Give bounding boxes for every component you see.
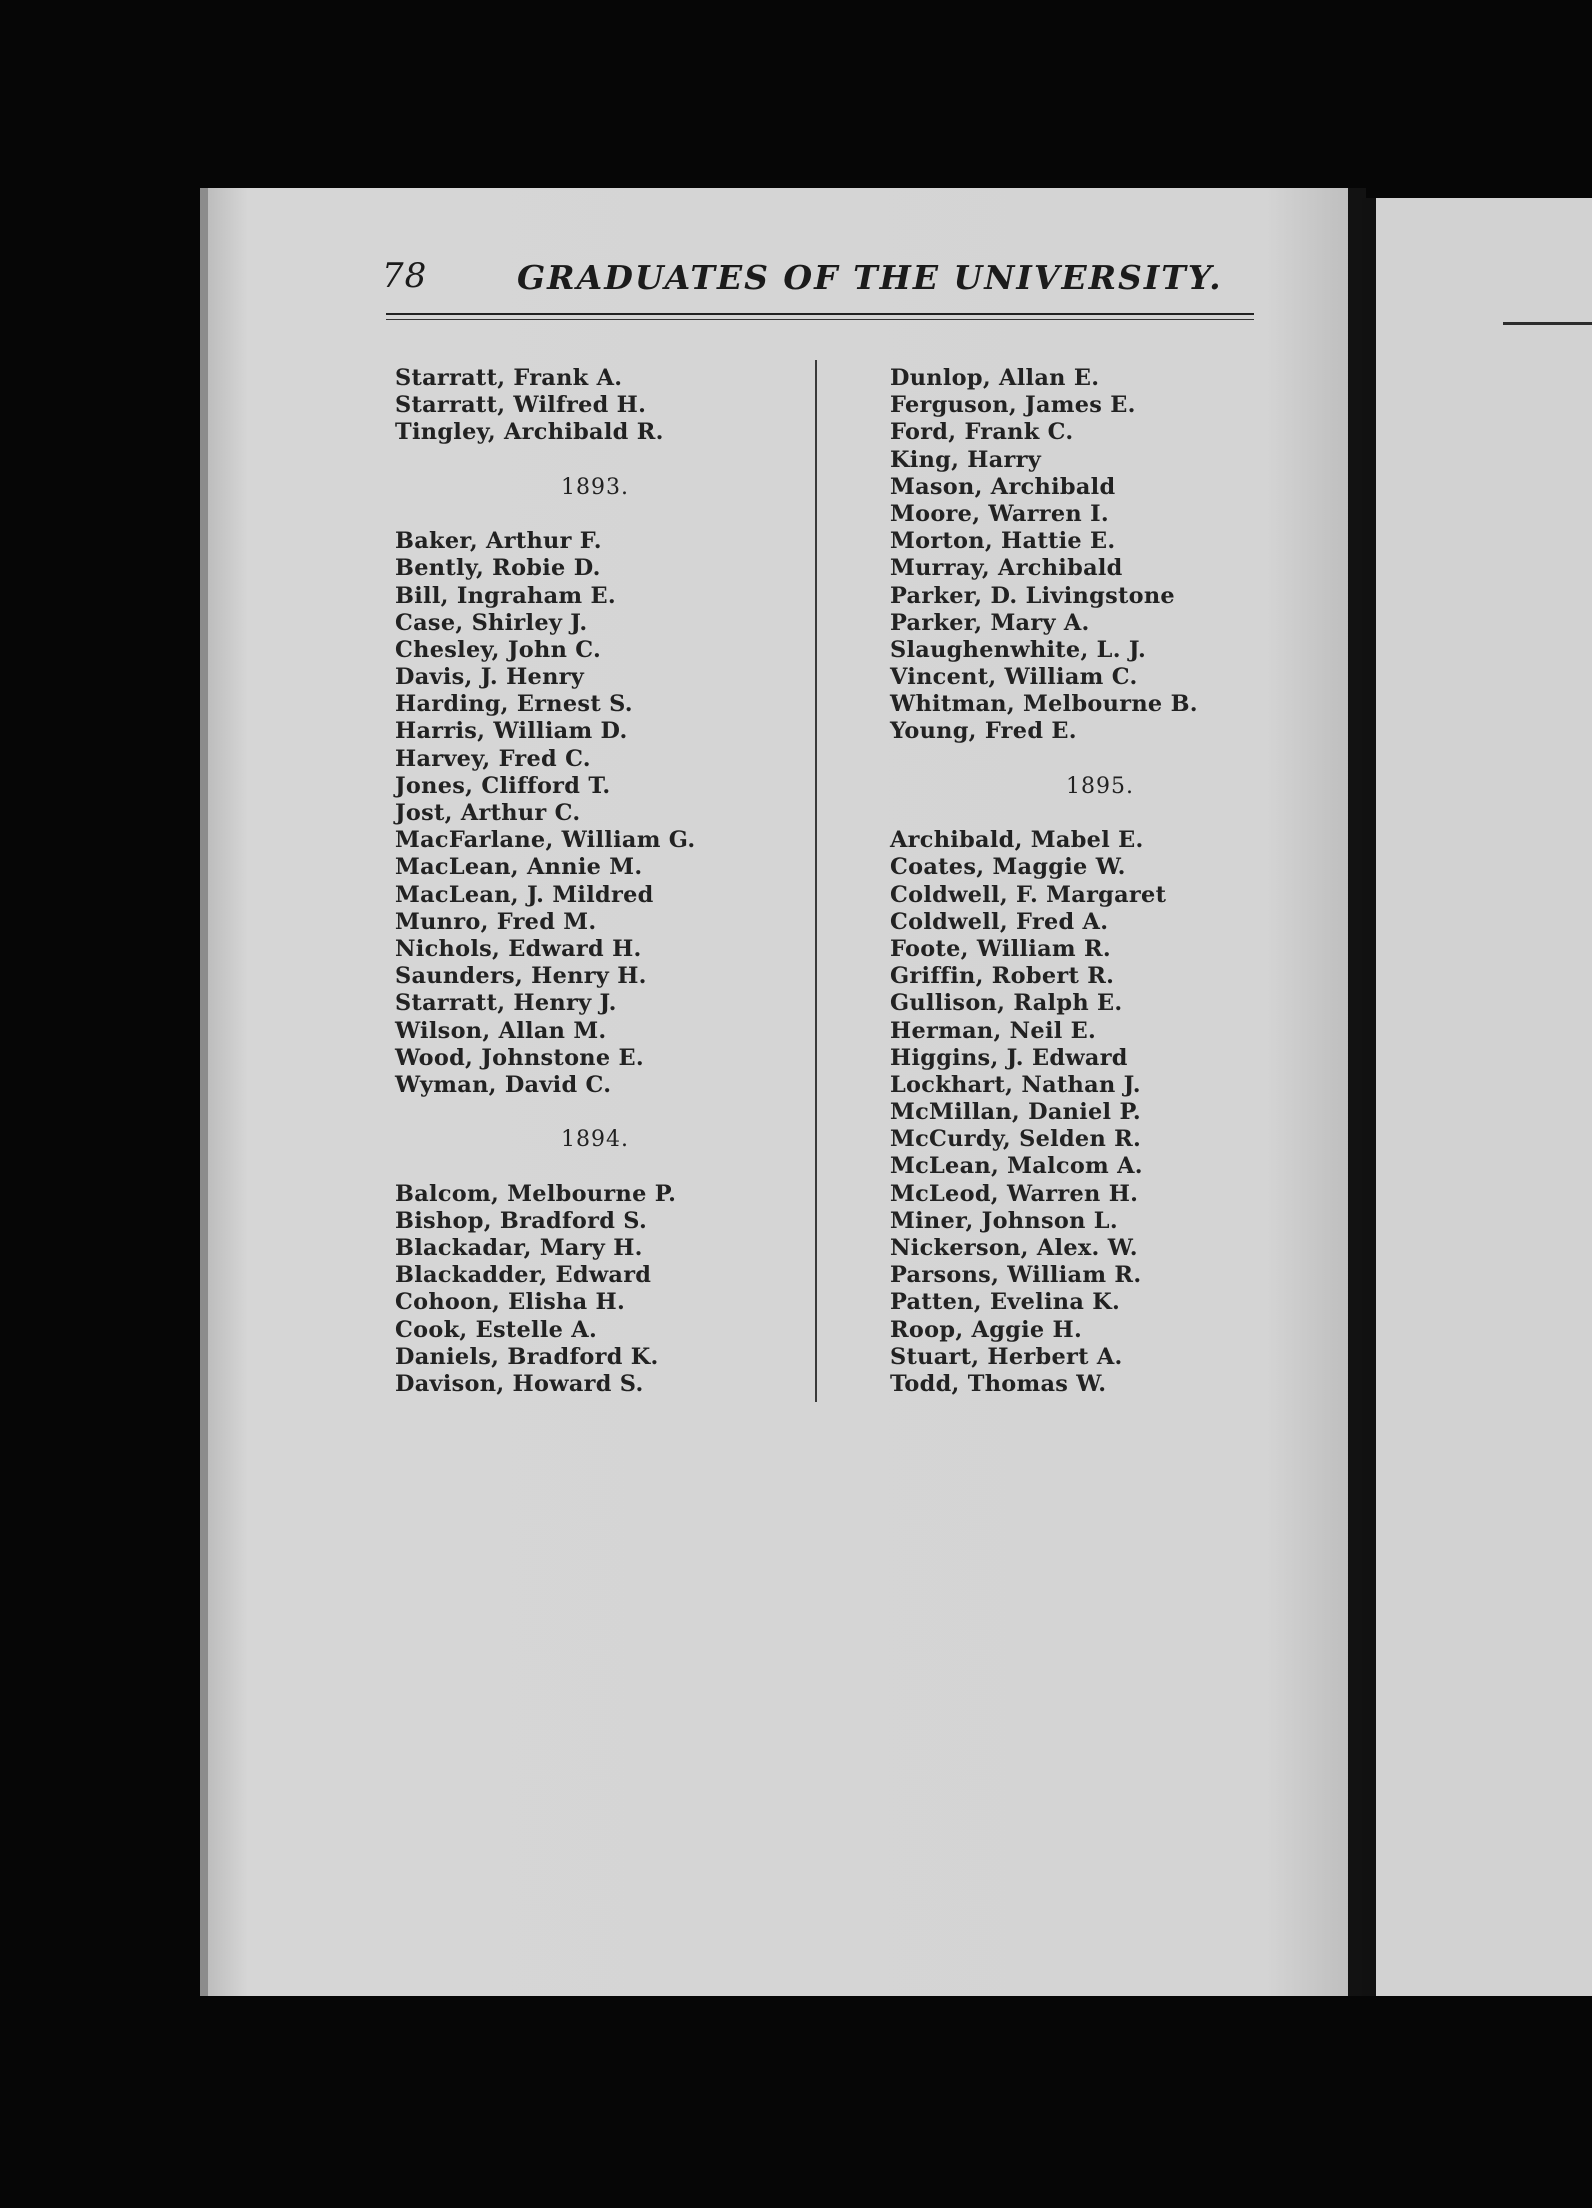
graduate-name: Baker, Arthur F. — [395, 528, 602, 555]
graduate-name: McMillan, Daniel P. — [890, 1099, 1141, 1126]
graduate-name: Whitman, Melbourne B. — [890, 691, 1198, 718]
middle-name-column — [890, 365, 1310, 1398]
graduate-name: Wood, Johnstone E. — [395, 1044, 644, 1071]
graduate-name: Archibald, Mabel E. — [890, 827, 1144, 854]
graduate-name: MacLean, J. Mildred — [395, 881, 654, 908]
graduate-name: Moore, Warren I. — [890, 500, 1109, 527]
graduate-name: Stuart, Herbert A. — [890, 1343, 1123, 1370]
graduate-name: Davison, Howard S. — [395, 1370, 644, 1397]
graduate-name: Ferguson, James E. — [890, 392, 1136, 419]
graduate-name: Tingley, Archibald R. — [395, 419, 664, 446]
graduate-name: MacFarlane, William G. — [395, 827, 696, 854]
graduate-name: Foote, William R. — [890, 935, 1111, 962]
graduate-name: Patten, Evelina K. — [890, 1289, 1121, 1316]
graduate-name: King, Harry — [890, 446, 1042, 473]
left-name-column — [395, 365, 795, 1398]
graduate-name: Chesley, John C. — [395, 636, 602, 663]
graduate-name: Davis, J. Henry — [395, 664, 585, 691]
graduate-name: Blackadar, Mary H. — [395, 1235, 643, 1262]
graduate-name: Parker, Mary A. — [890, 609, 1090, 636]
graduate-name: Starratt, Frank A. — [395, 365, 623, 391]
page-number: 78 — [382, 256, 428, 296]
graduate-name: Bill, Ingraham E. — [395, 582, 616, 609]
spacer — [890, 800, 1310, 827]
graduate-name: Harris, William D. — [395, 718, 628, 745]
graduate-name: Gullison, Ralph E. — [890, 990, 1123, 1017]
graduate-name: Wyman, David C. — [395, 1071, 612, 1098]
graduate-name: Young, Fred E. — [890, 718, 1077, 745]
graduate-name: MacLean, Annie M. — [395, 854, 643, 881]
graduate-name: McLeod, Warren H. — [890, 1180, 1139, 1207]
graduate-name: Nickerson, Alex. W. — [890, 1235, 1138, 1262]
class-year-heading: 1893. — [561, 474, 629, 500]
graduate-name: Herman, Neil E. — [890, 1017, 1097, 1044]
graduate-name: Parker, D. Livingstone — [890, 582, 1175, 609]
graduate-name: Harvey, Fred C. — [395, 745, 591, 772]
graduate-name: McCurdy, Selden R. — [890, 1126, 1142, 1153]
spacer — [395, 1099, 795, 1126]
graduate-name: Vincent, William C. — [890, 664, 1138, 691]
graduate-name: Slaughenwhite, L. J. — [890, 636, 1147, 663]
graduate-name: Jost, Arthur C. — [395, 800, 581, 827]
spacer — [395, 1153, 795, 1180]
graduate-name: Miner, Johnson L. — [890, 1207, 1118, 1234]
graduate-name: Saunders, Henry H. — [395, 963, 647, 990]
graduate-name: Dunlop, Allan E. — [890, 365, 1100, 391]
graduate-name: Cook, Estelle A. — [395, 1316, 598, 1343]
graduate-name: Parsons, William R. — [890, 1262, 1142, 1289]
graduate-name: Balcom, Melbourne P. — [395, 1180, 677, 1207]
header-rule-thin — [386, 319, 1254, 320]
graduate-name: Coldwell, F. Margaret — [890, 881, 1167, 908]
class-year-heading: 1895. — [1066, 773, 1134, 799]
graduate-name: Cohoon, Elisha H. — [395, 1289, 626, 1316]
graduate-name: McLean, Malcom A. — [890, 1153, 1143, 1180]
graduate-name: Jones, Clifford T. — [395, 772, 611, 799]
running-title: GRADUATES OF THE UNIVERSITY. — [517, 258, 1223, 297]
graduate-name: Lockhart, Nathan J. — [890, 1071, 1141, 1098]
facing-page — [1362, 198, 1592, 1996]
graduate-name: Roop, Aggie H. — [890, 1316, 1083, 1343]
graduate-name: Coldwell, Fred A. — [890, 908, 1109, 935]
spacer — [890, 746, 1310, 773]
graduate-name: Wilson, Allan M. — [395, 1017, 607, 1044]
graduate-name: Coates, Maggie W. — [890, 854, 1126, 881]
graduate-name: Morton, Hattie E. — [890, 528, 1116, 555]
graduate-name: Starratt, Wilfred H. — [395, 392, 647, 419]
graduate-name: Murray, Archibald — [890, 555, 1123, 582]
graduate-name: Blackadder, Edward — [395, 1262, 652, 1289]
graduate-name: Nichols, Edward H. — [395, 935, 642, 962]
graduate-name: Starratt, Henry J. — [395, 990, 617, 1017]
graduate-name: Higgins, J. Edward — [890, 1044, 1128, 1071]
graduate-name: Munro, Fred M. — [395, 908, 597, 935]
class-year-heading: 1894. — [561, 1127, 629, 1153]
graduate-name: Mason, Archibald — [890, 473, 1116, 500]
graduate-name: Griffin, Robert R. — [890, 963, 1115, 990]
graduate-name: Daniels, Bradford K. — [395, 1343, 659, 1370]
page-header — [382, 256, 1252, 306]
graduate-name: Harding, Ernest S. — [395, 691, 633, 718]
facing-page-rule — [1503, 322, 1592, 325]
spacer — [395, 447, 795, 474]
graduate-name: Bishop, Bradford S. — [395, 1207, 648, 1234]
graduate-name: Ford, Frank C. — [890, 419, 1074, 446]
spacer — [395, 501, 795, 528]
column-divider — [815, 360, 817, 1402]
graduate-name: Case, Shirley J. — [395, 609, 588, 636]
graduate-name: Bently, Robie D. — [395, 555, 601, 582]
graduate-name: Todd, Thomas W. — [890, 1370, 1107, 1397]
header-rule-thick — [386, 313, 1254, 315]
